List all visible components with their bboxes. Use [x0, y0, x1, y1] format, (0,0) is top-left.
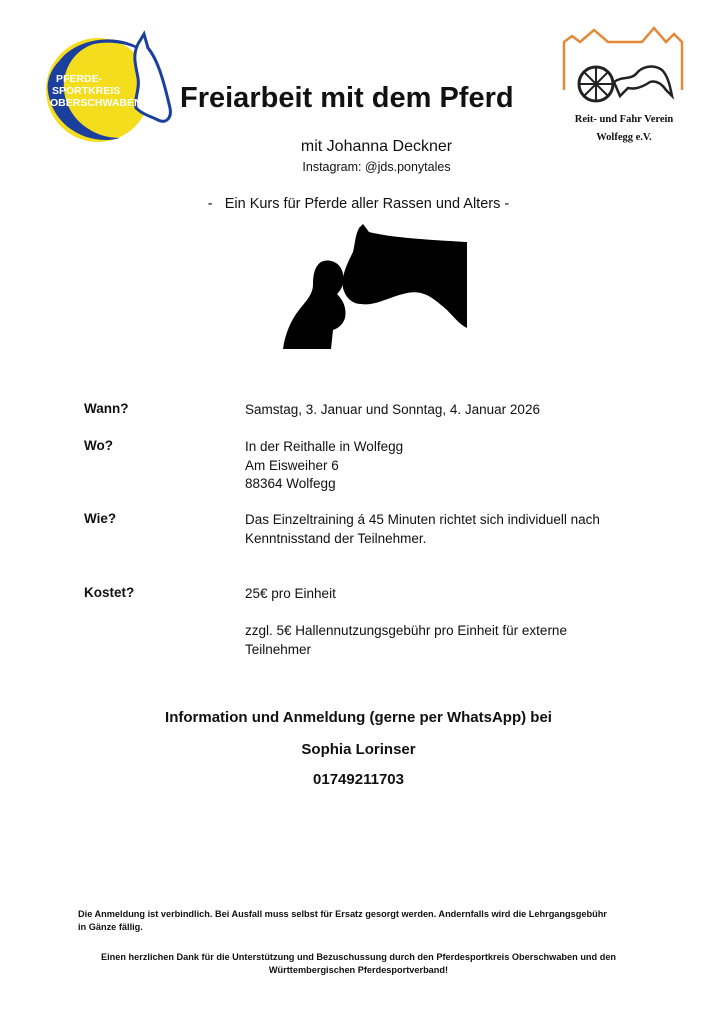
value-kostet-extra [245, 622, 645, 659]
logo-right-line2: Wolfegg e.V. [596, 132, 652, 143]
footer-thanks-line2: Württembergischen Pferdesportverband! [268, 964, 449, 975]
kostet-extra-line2: Teilnehmer [245, 641, 312, 657]
footer-note [78, 908, 648, 933]
logo-right-line1: Reit- und Fahr Verein [574, 114, 674, 125]
footer-note-line1: Die Anmeldung ist verbindlich. Bei Ausfall muss selbst für Ersatz gesorgt werden. Andernfalls wird die Lehrgangsgebühr [78, 909, 607, 919]
pferdesportkreis-logo [42, 30, 174, 152]
footer-thanks-line1: Einen herzlichen Dank für die Unterstützung und Bezuschussung durch den Pferdesportkreis Oberschwaben und den [100, 952, 617, 962]
contact-heading: Information und Anmeldung (gerne per WhatsApp) bei [165, 709, 552, 726]
page-title: Freiarbeit mit dem Pferd [180, 82, 514, 114]
presenter: mit Johanna Deckner [300, 138, 453, 155]
rider-horse-silhouette-icon [283, 224, 467, 349]
footer-thanks [70, 951, 647, 976]
wo-line1: In der Reithalle in Wolfegg [245, 439, 404, 454]
wie-line1: Das Einzeltraining á 45 Minuten richtet sich individuell nach [245, 512, 600, 527]
value-wie [245, 511, 665, 548]
logo-left-line2: SPORTKREIS [52, 85, 121, 97]
value-kostet: 25€ pro Einheit [245, 586, 336, 601]
footer-note-line2: in Gänze fällig. [78, 921, 143, 932]
contact-phone: 01749211703 [313, 771, 404, 788]
kostet-extra-line1: zzgl. 5€ Hallennutzungsgebühr pro Einheit für externe [245, 623, 567, 638]
contact-name: Sophia Lorinser [301, 741, 416, 758]
wo-line3: 88364 Wolfegg [245, 476, 336, 491]
castle-outline-icon [564, 28, 682, 90]
label-wo: Wo? [84, 438, 113, 453]
wie-line2: Kenntnisstand der Teilnehmer. [245, 530, 427, 546]
logo-left-line3: OBERSCHWABEN [50, 97, 142, 109]
tagline: - Ein Kurs für Pferde aller Rassen und Alters - [207, 196, 510, 212]
label-wann: Wann? [84, 401, 129, 416]
value-wann: Samstag, 3. Januar und Sonntag, 4. Januar 2026 [245, 402, 540, 417]
wo-line2: Am Eisweiher 6 [245, 457, 339, 473]
label-wie: Wie? [84, 511, 117, 526]
reitverein-wolfegg-logo [558, 20, 690, 152]
horse-outline-icon [614, 67, 672, 96]
value-wo [245, 438, 645, 494]
logo-left-line1: PFERDE- [56, 73, 103, 85]
label-kostet: Kostet? [84, 585, 135, 600]
instagram-handle: Instagram: @jds.ponytales [302, 160, 451, 174]
